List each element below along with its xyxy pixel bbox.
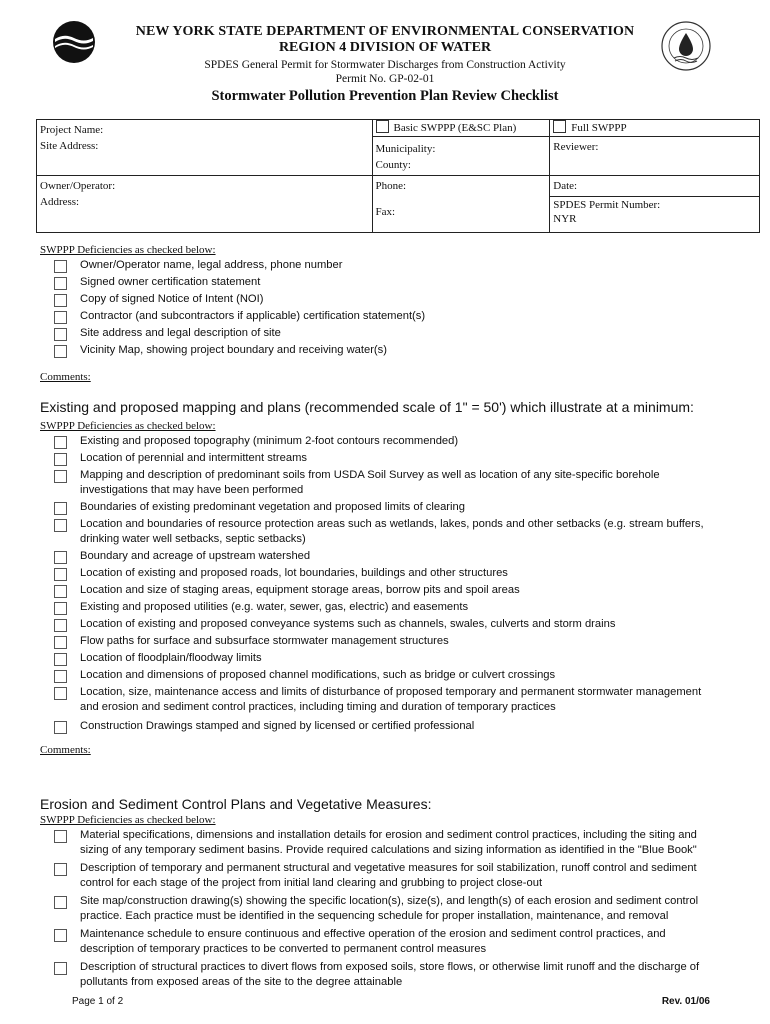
deficiency-checkbox[interactable] xyxy=(54,670,67,683)
checklist-item xyxy=(54,309,714,324)
checklist-item xyxy=(54,292,714,307)
division-name: REGION 4 DIVISION OF WATER xyxy=(278,40,492,55)
deficiency-checkbox[interactable] xyxy=(54,863,67,876)
checklist-item xyxy=(54,894,714,924)
checklist-item xyxy=(54,500,714,515)
checklist-item xyxy=(54,719,714,734)
deficiency-checkbox[interactable] xyxy=(54,962,67,975)
section1-checklist xyxy=(54,258,714,360)
nyr-prefix: NYR xyxy=(553,213,577,225)
deficiency-checkbox[interactable] xyxy=(54,311,67,324)
checklist-item xyxy=(54,651,714,666)
county-label: County: xyxy=(375,159,411,171)
checklist-item xyxy=(54,634,714,649)
page-number: Page 1 of 2 xyxy=(72,996,124,1007)
checklist-item-text: Boundary and acreage of upstream watershed xyxy=(80,550,311,562)
checklist-item xyxy=(54,258,714,273)
deficiency-checkbox[interactable] xyxy=(54,721,67,734)
deficiency-checkbox[interactable] xyxy=(54,277,67,290)
project-name-label: Project Name: xyxy=(40,124,104,136)
checklist-item xyxy=(54,517,714,547)
checklist-item xyxy=(54,549,714,564)
basic-swppp-checkbox[interactable] xyxy=(376,120,389,133)
checklist-item-text: Description of temporary and permanent structural and vegetative measures for soil stabilization, runoff control and sediment control for each stage of the project from initial land clearing and grubbing to project close-out xyxy=(80,862,697,889)
deficiency-checkbox[interactable] xyxy=(54,585,67,598)
checklist-item-text: Location and dimensions of proposed channel modifications, such as bridge or culvert crossings xyxy=(80,669,556,681)
checklist-item-text: Construction Drawings stamped and signed by licensed or certified professional xyxy=(80,720,475,732)
deficiency-checkbox[interactable] xyxy=(54,687,67,700)
checklist-item-text: Site address and legal description of site xyxy=(80,327,281,339)
deficiency-checkbox[interactable] xyxy=(54,519,67,532)
checklist-item-text: Description of structural practices to divert flows from exposed soils, store flows, or otherwise limit runoff and the discharge of pollutants from exposed areas of the site to the degree attainable xyxy=(80,961,700,988)
owner-operator-cell[interactable] xyxy=(37,176,373,233)
checklist-item-text: Location of existing and proposed roads, lot boundaries, buildings and other structures xyxy=(80,567,508,579)
date-label: Date: xyxy=(550,176,759,197)
deficiency-checkbox[interactable] xyxy=(54,502,67,515)
checklist-item-text: Site map/construction drawing(s) showing the specific location(s), size(s), and length(s) of each erosion and sediment control practice. Each practice must be identified in the sequencing schedule for proper installation, maintenance, and removal xyxy=(80,895,699,922)
full-swppp-cell[interactable] xyxy=(550,120,760,137)
checklist-item xyxy=(54,685,714,715)
checklist-item xyxy=(54,583,714,598)
checklist-item xyxy=(54,468,714,498)
deficiency-checkbox[interactable] xyxy=(54,896,67,909)
section1-deficiencies-label: SWPPP Deficiencies as checked below: xyxy=(40,244,216,256)
section2-deficiencies-label: SWPPP Deficiencies as checked below: xyxy=(40,420,216,432)
checklist-item-text: Existing and proposed utilities (e.g. water, sewer, gas, electric) and easements xyxy=(80,601,469,613)
checklist-item xyxy=(54,927,714,957)
checklist-item-text: Maintenance schedule to ensure continuous and effective operation of the erosion and sediment control practices, and description of temporary practices to be converted to permanent control measures xyxy=(80,928,666,955)
checklist-item xyxy=(54,275,714,290)
deficiency-checkbox[interactable] xyxy=(54,436,67,449)
section3-title: Erosion and Sediment Control Plans and Vegetative Measures: xyxy=(40,796,432,812)
reviewer-cell[interactable] xyxy=(550,137,760,176)
checklist-item-text: Existing and proposed topography (minimum 2-foot contours recommended) xyxy=(80,435,459,447)
address-label: Address: xyxy=(40,196,80,208)
checklist-item xyxy=(54,861,714,891)
deficiency-checkbox[interactable] xyxy=(54,453,67,466)
reviewer-label: Reviewer: xyxy=(553,141,599,153)
checklist-item xyxy=(54,668,714,683)
permit-number: Permit No. GP-02-01 xyxy=(335,73,435,85)
deficiency-checkbox[interactable] xyxy=(54,653,67,666)
site-address-label: Site Address: xyxy=(40,140,99,152)
basic-swppp-label: Basic SWPPP (E&SC Plan) xyxy=(393,122,517,134)
agency-name: NEW YORK STATE DEPARTMENT OF ENVIRONMENTAL CONSERVATION xyxy=(135,24,635,39)
project-site-cell[interactable] xyxy=(37,120,373,176)
checklist-item-text: Signed owner certification statement xyxy=(80,276,261,288)
checklist-item-text: Location of existing and proposed conveyance systems such as channels, swales, culverts and storm drains xyxy=(80,618,616,630)
deficiency-checkbox[interactable] xyxy=(54,551,67,564)
checklist-item-text: Location and boundaries of resource protection areas such as wetlands, lakes, ponds and other setbacks (e.g. stream buffers, drinking water well setbacks, septic setbacks) xyxy=(80,518,704,545)
deficiency-checkbox[interactable] xyxy=(54,619,67,632)
deficiency-checkbox[interactable] xyxy=(54,260,67,273)
spdes-permit-number-label: SPDES Permit Number: xyxy=(553,199,661,211)
fax-label: Fax: xyxy=(375,206,396,218)
page-title: Stormwater Pollution Prevention Plan Review Checklist xyxy=(211,88,559,104)
deficiency-checkbox[interactable] xyxy=(54,294,67,307)
municipality-cell[interactable] xyxy=(372,137,550,176)
deficiency-checkbox[interactable] xyxy=(54,328,67,341)
checklist-item xyxy=(54,566,714,581)
checklist-item-text: Vicinity Map, showing project boundary and receiving water(s) xyxy=(80,344,387,356)
full-swppp-label: Full SWPPP xyxy=(571,122,627,134)
checklist-item-text: Location and size of staging areas, equipment storage areas, borrow pits and spoil areas xyxy=(80,584,520,596)
project-info-table xyxy=(36,119,760,233)
municipality-label: Municipality: xyxy=(375,143,436,155)
basic-swppp-cell[interactable] xyxy=(372,120,550,137)
deficiency-checkbox[interactable] xyxy=(54,470,67,483)
checklist-item-text: Boundaries of existing predominant vegetation and proposed limits of clearing xyxy=(80,501,465,513)
checklist-item xyxy=(54,960,714,990)
checklist-item-text: Owner/Operator name, legal address, phone number xyxy=(80,259,343,271)
checklist-item-text: Mapping and description of predominant soils from USDA Soil Survey as well as location of any site-specific borehole investigations that may have been performed xyxy=(80,469,660,496)
checklist-item xyxy=(54,617,714,632)
checklist-item-text: Location, size, maintenance access and limits of disturbance of proposed temporary and permanent stormwater management and erosion and sediment control practices, including timing and duration of temporary practices xyxy=(80,686,702,713)
deficiency-checkbox[interactable] xyxy=(54,602,67,615)
checklist-item-text: Location of perennial and intermittent streams xyxy=(80,452,307,464)
owner-operator-label: Owner/Operator: xyxy=(40,180,116,192)
checklist-item-text: Material specifications, dimensions and installation details for erosion and sediment control practices, including the siting and sizing of any temporary sediment basins. Provide required calculations and sizing information as identified in the "Blue Book" xyxy=(80,829,697,856)
deficiency-checkbox[interactable] xyxy=(54,830,67,843)
checklist-item-text: Flow paths for surface and subsurface stormwater management structures xyxy=(80,635,449,647)
deficiency-checkbox[interactable] xyxy=(54,568,67,581)
checklist-item xyxy=(54,343,714,358)
checklist-item xyxy=(54,828,714,858)
deficiency-checkbox[interactable] xyxy=(54,636,67,649)
date-permit-cell[interactable] xyxy=(550,176,760,233)
checklist-item-text: Location of floodplain/floodway limits xyxy=(80,652,262,664)
full-swppp-checkbox[interactable] xyxy=(553,120,566,133)
checklist-item xyxy=(54,451,714,466)
checklist-item-text: Copy of signed Notice of Intent (NOI) xyxy=(80,293,264,305)
deficiency-checkbox[interactable] xyxy=(54,345,67,358)
checklist-item xyxy=(54,434,714,449)
section1-comments-label: Comments: xyxy=(40,371,91,383)
phone-fax-cell[interactable] xyxy=(372,176,550,233)
checklist-item xyxy=(54,600,714,615)
deficiency-checkbox[interactable] xyxy=(54,929,67,942)
checklist-item-text: Contractor (and subcontractors if applicable) certification statement(s) xyxy=(80,310,426,322)
phone-label: Phone: xyxy=(375,180,407,192)
section3-deficiencies-label: SWPPP Deficiencies as checked below: xyxy=(40,814,216,826)
revision-date: Rev. 01/06 xyxy=(661,996,710,1007)
permit-description: SPDES General Permit for Stormwater Discharges from Construction Activity xyxy=(204,59,566,71)
section2-comments-label: Comments: xyxy=(40,744,91,756)
section3-checklist xyxy=(54,828,714,990)
section2-checklist xyxy=(54,434,714,734)
section2-title: Existing and proposed mapping and plans (recommended scale of 1" = 50') which illustrate at a minimum: xyxy=(40,399,694,415)
checklist-item xyxy=(54,326,714,341)
